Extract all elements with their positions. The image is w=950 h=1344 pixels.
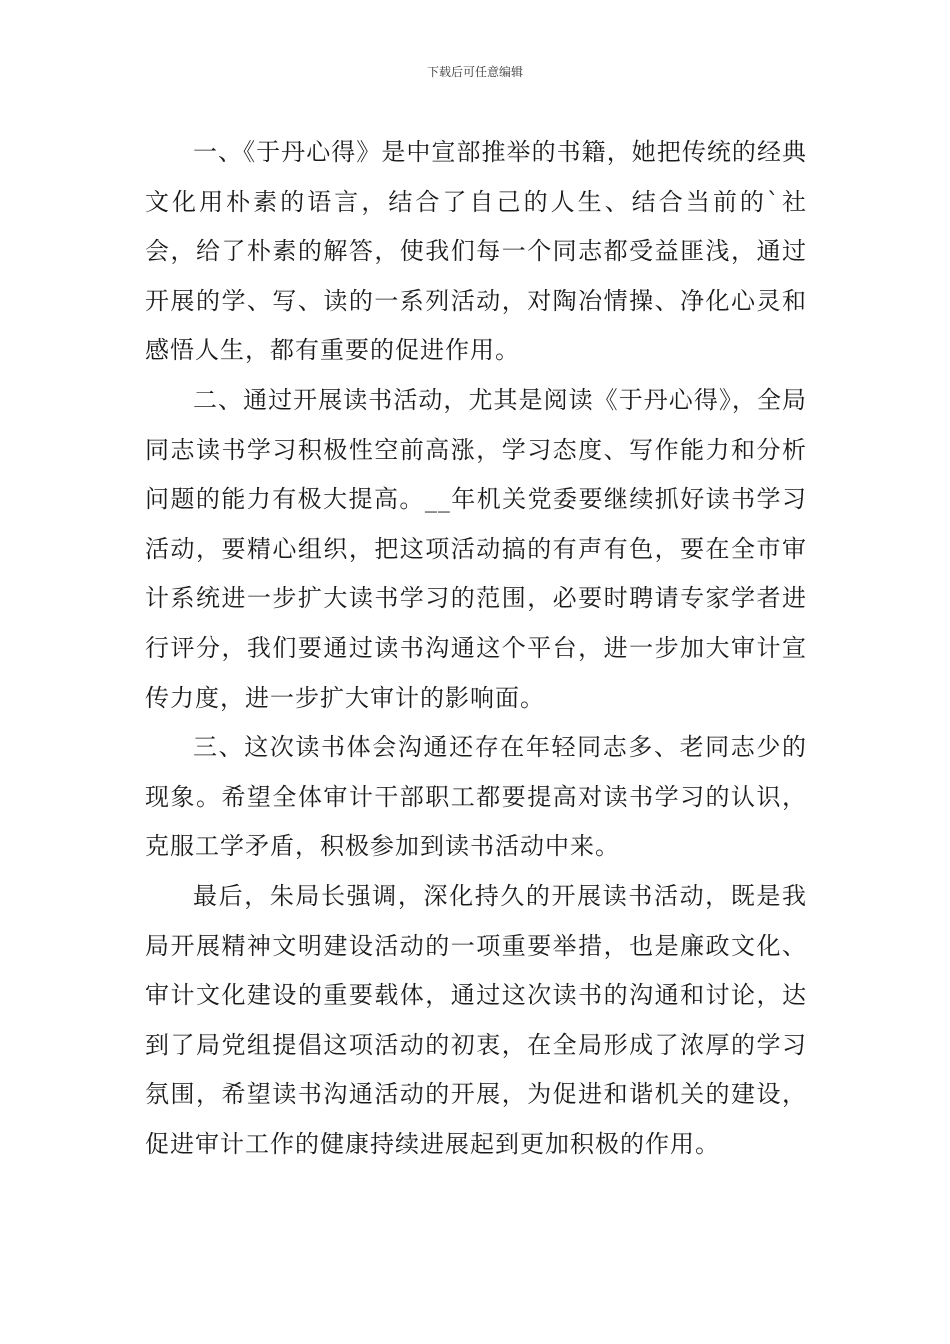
document-body: [145, 128, 807, 1169]
paragraph-1: 一、《于丹心得》是中宣部推举的书籍，她把传统的经典文化用朴素的语言，结合了自己的人生、结合当前的`社会，给了朴素的解答，使我们每一个同志都受益匪浅，通过开展的学、写、读的一系列活动，对陶冶情操、净化心灵和感悟人生，都有重要的促进作用。: [145, 138, 807, 365]
page-header-note: 下载后可任意编辑: [426, 65, 523, 79]
paragraph-3: 三、这次读书体会沟通还存在年轻同志多、老同志少的现象。希望全体审计干部职工都要提高对读书学习的认识，克服工学矛盾，积极参加到读书活动中来。: [145, 733, 807, 861]
paragraph-2: 二、通过开展读书活动，尤其是阅读《于丹心得》，全局同志读书学习积极性空前高涨，学习态度、写作能力和分析问题的能力有极大提高。__年机关党委要继续抓好读书学习活动，要精心组织，把这项活动搞的有声有色，要在全市审计系统进一步扩大读书学习的范围，必要时聘请专家学者进行评分，我们要通过读书沟通这个平台，进一步加大审计宣传力度，进一步扩大审计的影响面。: [145, 385, 807, 712]
paragraph-4: 最后，朱局长强调，深化持久的开展读书活动，既是我局开展精神文明建设活动的一项重要举措，也是廉政文化、审计文化建设的重要载体，通过这次读书的沟通和讨论，达到了局党组提倡这项活动的初衷，在全局形成了浓厚的学习氛围，希望读书沟通活动的开展，为促进和谐机关的建设，促进审计工作的健康持续进展起到更加积极的作用。: [145, 881, 807, 1158]
